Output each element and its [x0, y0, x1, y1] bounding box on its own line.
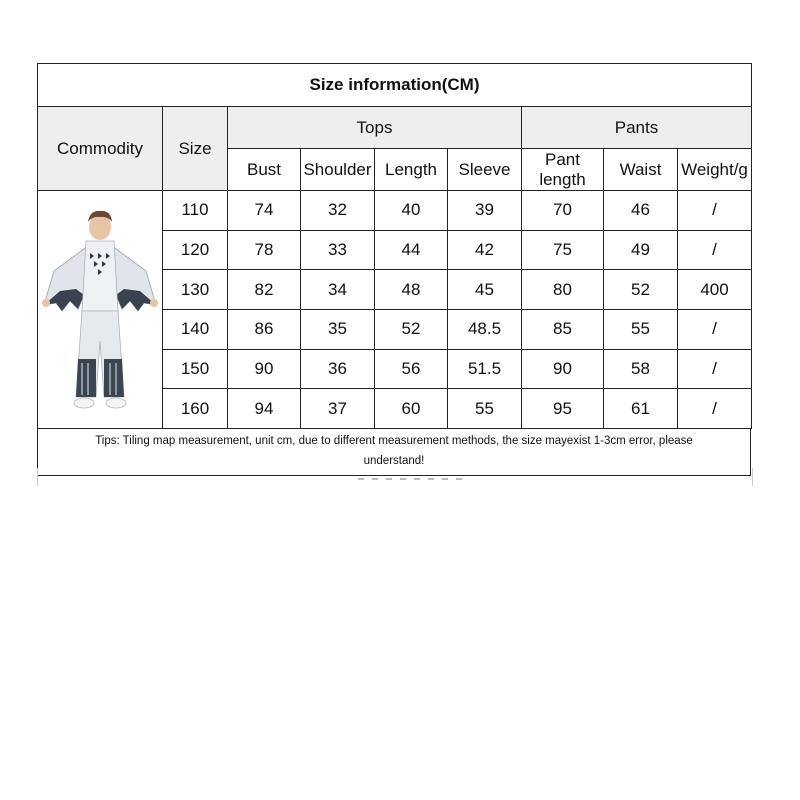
size-cell: 140 — [163, 309, 228, 349]
weight-cell: / — [678, 349, 752, 389]
sleeve-cell: 51.5 — [448, 349, 522, 389]
size-cell: 120 — [163, 230, 228, 270]
weight-cell: 400 — [678, 270, 752, 310]
size-chart — [37, 63, 751, 476]
shoulder-cell: 34 — [301, 270, 375, 310]
waist-cell: 49 — [604, 230, 678, 270]
column-header-waist: Waist — [604, 149, 678, 191]
waist-cell: 58 — [604, 349, 678, 389]
shoulder-cell: 36 — [301, 349, 375, 389]
sleeve-cell: 42 — [448, 230, 522, 270]
column-header-pant-length: Pant length — [522, 149, 604, 191]
bust-cell: 94 — [228, 389, 301, 429]
weight-cell: / — [678, 191, 752, 231]
bust-cell: 74 — [228, 191, 301, 231]
length-cell: 56 — [375, 349, 448, 389]
size-cell: 160 — [163, 389, 228, 429]
costume-illustration — [38, 191, 162, 423]
bust-cell: 90 — [228, 349, 301, 389]
pant-length-cell: 85 — [522, 309, 604, 349]
waist-cell: 52 — [604, 270, 678, 310]
waist-cell: 55 — [604, 309, 678, 349]
bust-cell: 86 — [228, 309, 301, 349]
commodity-header: Commodity — [38, 107, 163, 191]
sleeve-cell: 45 — [448, 270, 522, 310]
shoulder-cell: 32 — [301, 191, 375, 231]
sleeve-cell: 39 — [448, 191, 522, 231]
tips-line-1: Tips: Tiling map measurement, unit cm, due to different measurement methods, the size mayexist 1-3cm error, please — [95, 435, 693, 447]
shoulder-cell: 33 — [301, 230, 375, 270]
table-title: Size information(CM) — [38, 64, 752, 107]
weight-cell: / — [678, 389, 752, 429]
sleeve-cell: 55 — [448, 389, 522, 429]
pant-length-cell: 70 — [522, 191, 604, 231]
shoulder-cell: 35 — [301, 309, 375, 349]
pant-length-cell: 90 — [522, 349, 604, 389]
column-header-bust: Bust — [228, 149, 301, 191]
tops-header: Tops — [228, 107, 522, 149]
waist-cell: 61 — [604, 389, 678, 429]
size-header: Size — [163, 107, 228, 191]
table-row — [38, 191, 752, 231]
pant-length-cell: 95 — [522, 389, 604, 429]
waist-cell: 46 — [604, 191, 678, 231]
sleeve-cell: 48.5 — [448, 309, 522, 349]
column-header-weight: Weight/g — [678, 149, 752, 191]
size-cell: 150 — [163, 349, 228, 389]
length-cell: 60 — [375, 389, 448, 429]
length-cell: 52 — [375, 309, 448, 349]
length-cell: 48 — [375, 270, 448, 310]
bust-cell: 82 — [228, 270, 301, 310]
cropped-edge — [37, 468, 753, 486]
size-cell: 110 — [163, 191, 228, 231]
cropped-text-fragment — [358, 478, 468, 480]
pant-length-cell: 80 — [522, 270, 604, 310]
tips-line-2: understand! — [363, 455, 425, 467]
weight-cell: / — [678, 230, 752, 270]
product-photo — [38, 191, 163, 429]
column-header-length: Length — [375, 149, 448, 191]
column-header-shoulder: Shoulder — [301, 149, 375, 191]
size-cell: 130 — [163, 270, 228, 310]
size-table — [37, 63, 752, 429]
length-cell: 40 — [375, 191, 448, 231]
pant-length-cell: 75 — [522, 230, 604, 270]
weight-cell: / — [678, 309, 752, 349]
bust-cell: 78 — [228, 230, 301, 270]
pants-header: Pants — [522, 107, 752, 149]
column-header-sleeve: Sleeve — [448, 149, 522, 191]
shoulder-cell: 37 — [301, 389, 375, 429]
length-cell: 44 — [375, 230, 448, 270]
